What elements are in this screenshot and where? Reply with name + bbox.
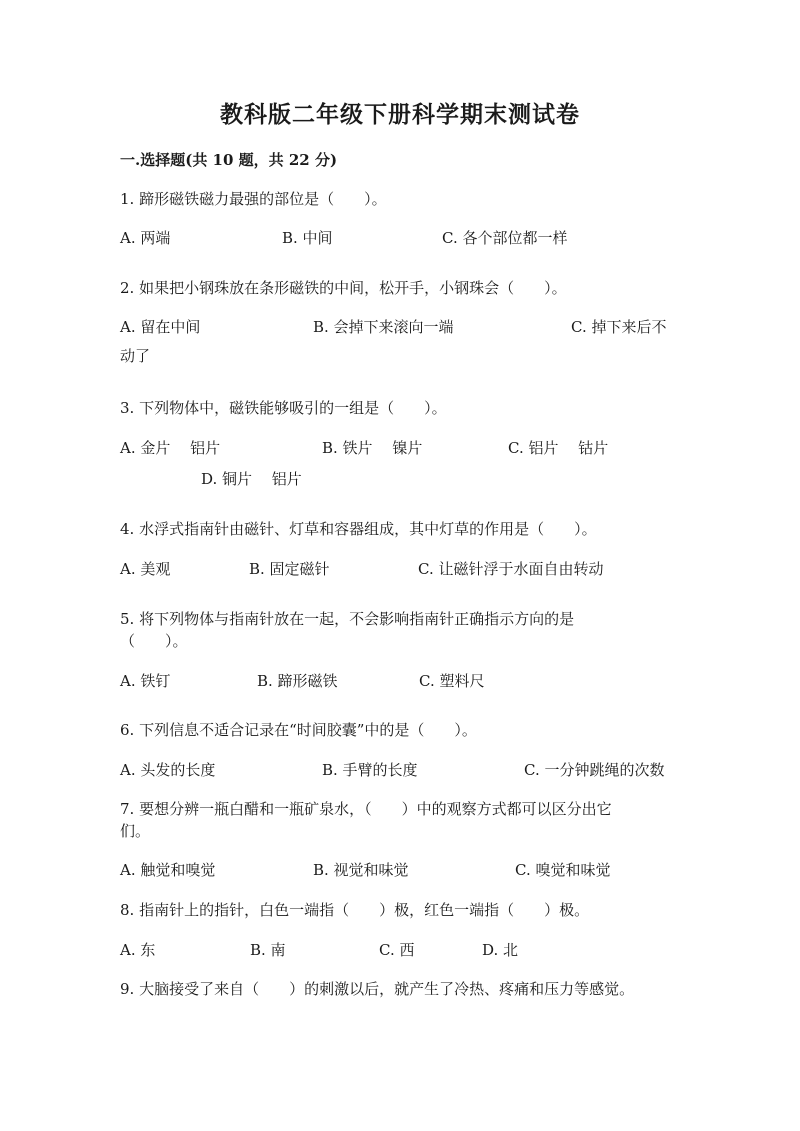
section-heading: 一.选择题(共 10 题，共 22 分) [120,151,338,169]
question-2-option-a: A. 留在中间 [120,318,201,336]
question-5-stem-cont: （ ）。 [120,632,188,650]
question-2-option-b: B. 会掉下来滚向一端 [313,318,454,336]
question-7-option-c: C. 嗅觉和味觉 [515,861,611,879]
question-6-stem: 6. 下列信息不适合记录在“时间胶囊”中的是（ ）。 [120,721,477,739]
question-4-stem: 4. 水浮式指南针由磁针、灯草和容器组成，其中灯草的作用是（ ）。 [120,520,597,538]
question-9-stem: 9. 大脑接受了来自（ ）的刺激以后，就产生了冷热、疼痛和压力等感觉。 [120,980,635,998]
question-7-stem: 7. 要想分辨一瓶白醋和一瓶矿泉水，（ ）中的观察方式都可以区分出它 [120,800,612,818]
question-8-stem: 8. 指南针上的指针，白色一端指（ ）极，红色一端指（ ）极。 [120,901,590,919]
page-title: 教科版二年级下册科学期末测试卷 [220,101,580,128]
question-4-option-c: C. 让磁针浮于水面自由转动 [418,560,604,578]
question-1-option-c: C. 各个部位都一样 [442,229,568,247]
question-8-option-d: D. 北 [482,941,519,959]
question-1-option-a: A. 两端 [120,229,171,247]
question-5-option-b: B. 蹄形磁铁 [257,672,338,690]
question-7-option-a: A. 触觉和嗅觉 [120,861,216,879]
question-4-option-a: A. 美观 [120,560,171,578]
question-4-option-b: B. 固定磁针 [249,560,330,578]
question-6-option-c: C. 一分钟跳绳的次数 [524,761,665,779]
question-6-option-b: B. 手臂的长度 [322,761,418,779]
question-5-stem: 5. 将下列物体与指南针放在一起，不会影响指南针正确指示方向的是 [120,610,575,628]
question-7-stem-cont: 们。 [120,822,151,840]
question-3-option-a: A. 金片 铝片 [120,439,221,457]
question-3-option-c: C. 铝片 钴片 [508,439,609,457]
question-1-option-b: B. 中间 [282,229,333,247]
question-8-option-c: C. 西 [379,941,415,959]
question-1-stem: 1. 蹄形磁铁磁力最强的部位是（ ）。 [120,190,387,208]
question-8-option-a: A. 东 [120,941,156,959]
question-3-option-b: B. 铁片 镍片 [322,439,423,457]
question-5-option-c: C. 塑料尺 [419,672,485,690]
question-8-option-b: B. 南 [250,941,286,959]
question-5-option-a: A. 铁钉 [120,672,171,690]
question-2-option-c: C. 掉下来后不 [571,318,667,336]
question-3-option-d: D. 铜片 铝片 [201,470,302,488]
question-3-stem: 3. 下列物体中，磁铁能够吸引的一组是（ ）。 [120,399,447,417]
question-7-option-b: B. 视觉和味觉 [313,861,409,879]
question-2-stem: 2. 如果把小钢珠放在条形磁铁的中间，松开手，小钢珠会（ ）。 [120,279,567,297]
question-6-option-a: A. 头发的长度 [120,761,216,779]
question-2-option-c-cont: 动了 [120,347,151,365]
